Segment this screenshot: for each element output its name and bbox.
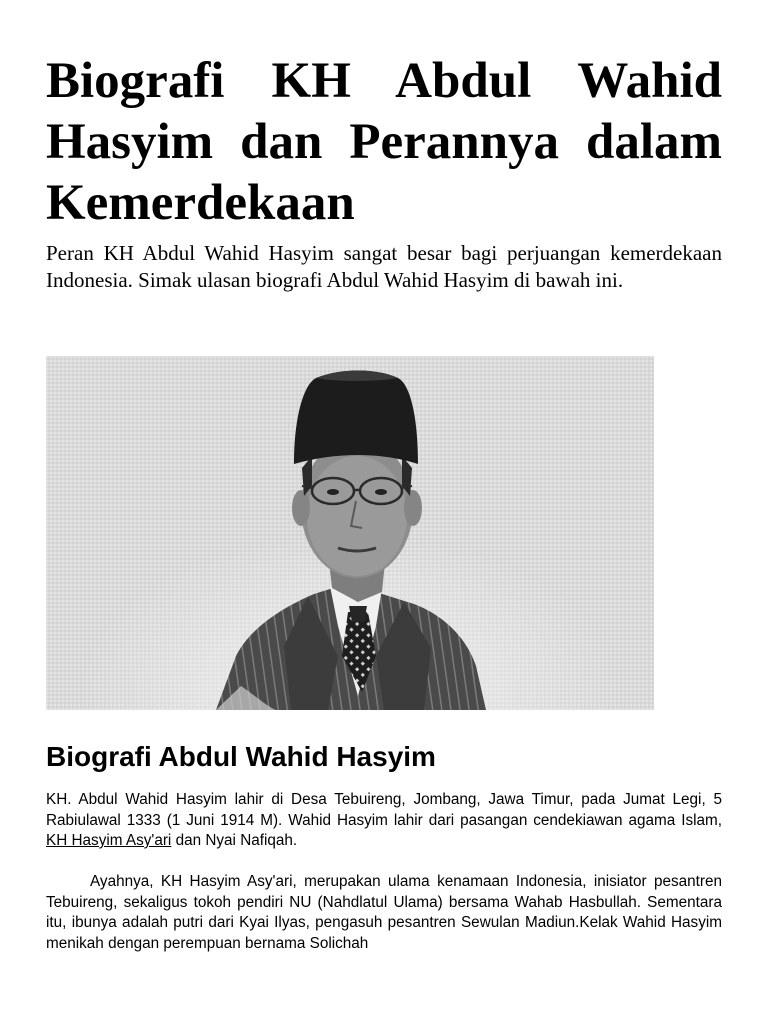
link-kh-hasyim-asyari[interactable]: KH Hasyim Asy'ari bbox=[46, 832, 172, 849]
paragraph-birth bbox=[46, 790, 722, 852]
paragraph-text: dan Nyai Nafiqah. bbox=[171, 832, 298, 849]
paragraph-text: KH. Abdul Wahid Hasyim lahir di Desa Tebuireng, Jombang, Jawa Timur, pada Jumat Legi, 5 Rabiulawal 1333 (1 Juni 1914 M). Wahid Hasyim lahir dari pasangan cendekiawan agama Islam, bbox=[46, 791, 722, 829]
paragraph-family: Ayahnya, KH Hasyim Asy'ari, merupakan ulama kenamaan Indonesia, inisiator pesantren Tebuireng, sekaligus tokoh pendiri NU (Nahdlatul Ulama) bersama Wahab Hasbullah. Sementara itu, ibunya adalah putri dari Kyai Ilyas, pengasuh pesantren Sewulan Madiun.Kelak Wahid Hasyim menikah dengan perempuan bernama Solichah bbox=[46, 873, 722, 952]
article-lead: Peran KH Abdul Wahid Hasyim sangat besar bagi perjuangan kemerdekaan Indonesia. Simak ulasan biografi Abdul Wahid Hasyim di bawah ini. bbox=[46, 241, 722, 292]
article-title: Biografi KH Abdul Wahid Hasyim dan Perannya dalam Kemerdekaan bbox=[46, 53, 722, 231]
portrait-photo bbox=[46, 356, 654, 710]
article bbox=[46, 0, 722, 952]
section-heading: Biografi Abdul Wahid Hasyim bbox=[46, 741, 436, 772]
